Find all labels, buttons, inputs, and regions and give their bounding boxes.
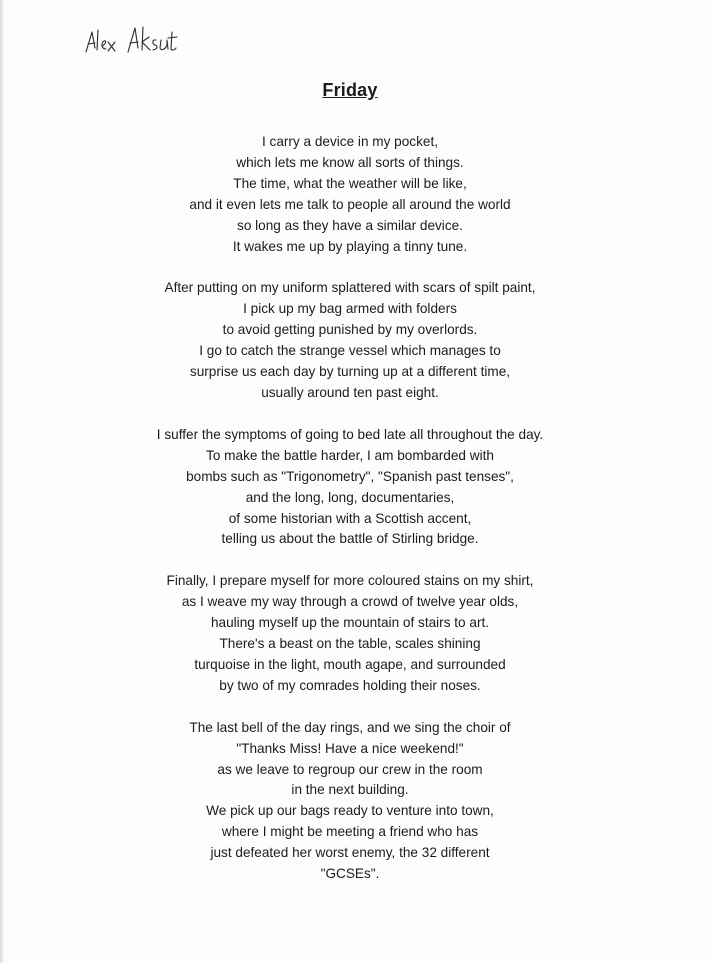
poem-line: The time, what the weather will be like, [233,175,467,191]
poem-line: of some historian with a Scottish accent, [228,510,472,526]
poem-line: which lets me know all sorts of things. [236,154,464,170]
poem-line: hauling myself up the mountain of stairs to art. [210,615,490,631]
poem-line: It wakes me up by playing a tinny tune. [232,238,468,254]
poem-line: and the long, long, documentaries, [245,489,455,505]
poem-line: usually around ten past eight. [261,384,439,400]
poem-line: I carry a device in my pocket, [261,134,439,149]
poem-line: just defeated her worst enemy, the 32 different [210,845,490,861]
poem-line: by two of my comrades holding their noses. [219,677,481,693]
poem-line: as we leave to regroup our crew in the room [217,761,483,777]
poem-title: Friday [322,80,378,100]
poem-line: surprise us each day by turning up at a different time, [189,364,511,380]
poem-line: to avoid getting punished by my overlords. [222,322,478,338]
poem-line: turquoise in the light, mouth agape, and surrounded [194,656,506,672]
poem-line: "GCSEs". [320,866,380,882]
poem-line: and it even lets me talk to people all around the world [189,196,511,212]
poem-line: To make the battle harder, I am bombarded with [206,447,494,463]
poem-line: After putting on my uniform splattered with scars of spilt paint, [164,280,536,296]
poem-line: where I might be meeting a friend who has [221,824,479,840]
poem-line: There's a beast on the table, scales shining [219,636,481,652]
poem-line: "Thanks Miss! Have a nice weekend!" [236,740,464,756]
stanza [0,571,700,696]
poem-line: I go to catch the strange vessel which manages to [199,343,501,359]
stanza [0,718,700,885]
poem-line: We pick up our bags ready to venture into town, [206,803,494,819]
stanza [0,132,700,257]
stanza [0,425,700,550]
poem-line: telling us about the battle of Stirling bridge. [221,531,479,547]
poem-line: I suffer the symptoms of going to bed late all throughout the day. [156,426,544,442]
poem-line: in the next building. [291,782,409,798]
stanza [0,278,700,403]
poem-line: as I weave my way through a crowd of twelve year olds, [181,594,519,610]
poem-line: bombs such as "Trigonometry", "Spanish past tenses", [186,468,514,484]
poem-line: Finally, I prepare myself for more coloured stains on my shirt, [166,573,534,589]
poem-line: I pick up my bag armed with folders [243,301,457,317]
poem-line: The last bell of the day rings, and we sing the choir of [189,719,511,735]
poem-line: so long as they have a similar device. [237,217,463,233]
handwritten-signature [80,18,200,58]
poem-body [0,132,700,906]
